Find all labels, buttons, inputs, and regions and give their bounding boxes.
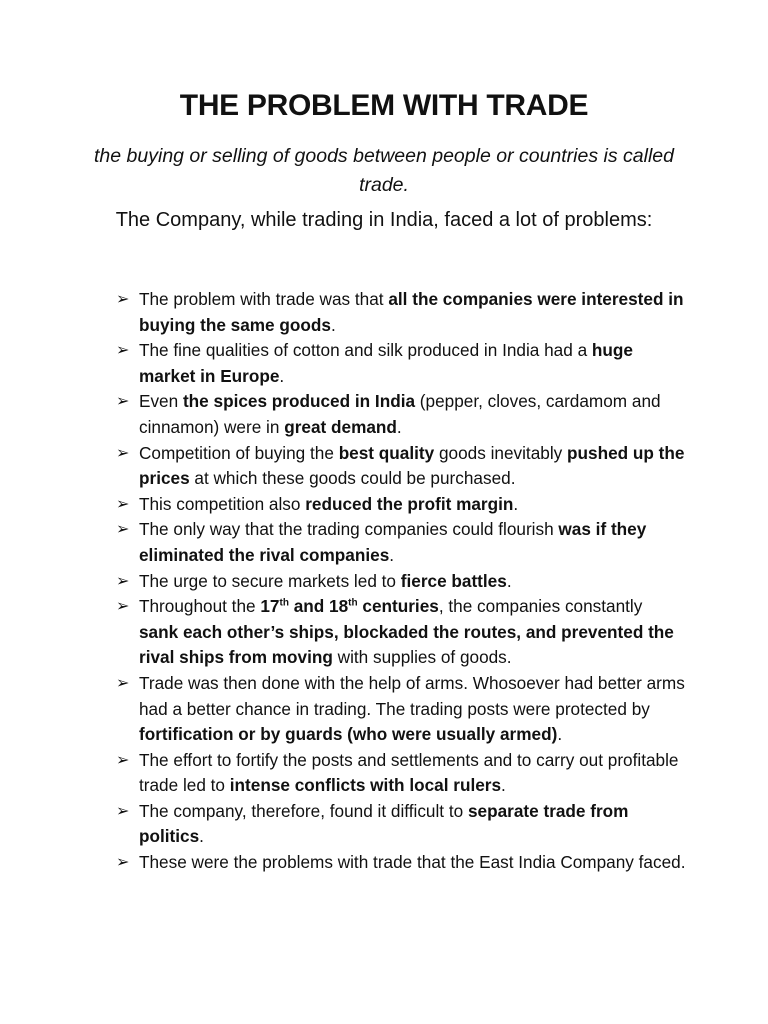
arrow-bullet-icon: ➢ bbox=[116, 342, 130, 360]
list-item: ➢ The only way that the trading companies could flourish was if they eliminated the rival companies. bbox=[116, 519, 647, 565]
trade-definition: the buying or selling of goods between people or countries is called trade. bbox=[94, 145, 674, 196]
arrow-bullet-icon: ➢ bbox=[116, 291, 130, 308]
list-item: ➢ The effort to fortify the posts and settlements and to carry out profitable trade led to intense conflicts with local rulers. bbox=[116, 749, 679, 796]
list-item: ➢ The company, therefore, found it difficult to separate trade from politics. bbox=[116, 800, 629, 847]
list-item: ➢ Throughout the 17th and 18th centuries, the companies constantly sank each other’s ships, blockaded the routes, and prevented the rival ships from moving with supplies of goods. bbox=[116, 596, 674, 668]
list-item: ➢ The problem with trade was that all the companies were interested in buying the same goods. bbox=[116, 289, 684, 335]
intro-text: The Company, while trading in India, faced a lot of problems: bbox=[115, 209, 653, 231]
list-item: ➢ These were the problems with trade that the East India Company faced. bbox=[116, 850, 686, 876]
arrow-bullet-icon: ➢ bbox=[116, 751, 130, 769]
problems-list bbox=[116, 287, 686, 876]
list-item: ➢ The urge to secure markets led to fierce battles. bbox=[116, 569, 686, 595]
list-item: ➢ Trade was then done with the help of arms. Whosoever had better arms had a better chance in trading. The trading posts were protected by fortification or by guards (who were usually armed). bbox=[116, 672, 685, 745]
list-item: ➢ Competition of buying the best quality goods inevitably pushed up the prices at which these goods could be purchased. bbox=[116, 442, 685, 489]
arrow-bullet-icon: ➢ bbox=[116, 444, 130, 462]
list-item: ➢ This competition also reduced the profit margin. bbox=[116, 492, 686, 518]
arrow-bullet-icon: ➢ bbox=[116, 674, 130, 692]
page-title: THE PROBLEM WITH TRADE bbox=[179, 89, 589, 122]
arrow-bullet-icon: ➢ bbox=[116, 572, 130, 590]
arrow-bullet-icon: ➢ bbox=[116, 521, 130, 539]
list-item: ➢ The fine qualities of cotton and silk produced in India had a huge market in Europe. bbox=[116, 340, 633, 386]
arrow-bullet-icon: ➢ bbox=[116, 854, 130, 872]
list-item: ➢ Even the spices produced in India (pepper, cloves, cardamom and cinnamon) were in great demand. bbox=[116, 391, 661, 437]
arrow-bullet-icon: ➢ bbox=[116, 802, 130, 820]
arrow-bullet-icon: ➢ bbox=[116, 495, 130, 513]
arrow-bullet-icon: ➢ bbox=[116, 393, 130, 411]
arrow-bullet-icon: ➢ bbox=[116, 598, 130, 616]
